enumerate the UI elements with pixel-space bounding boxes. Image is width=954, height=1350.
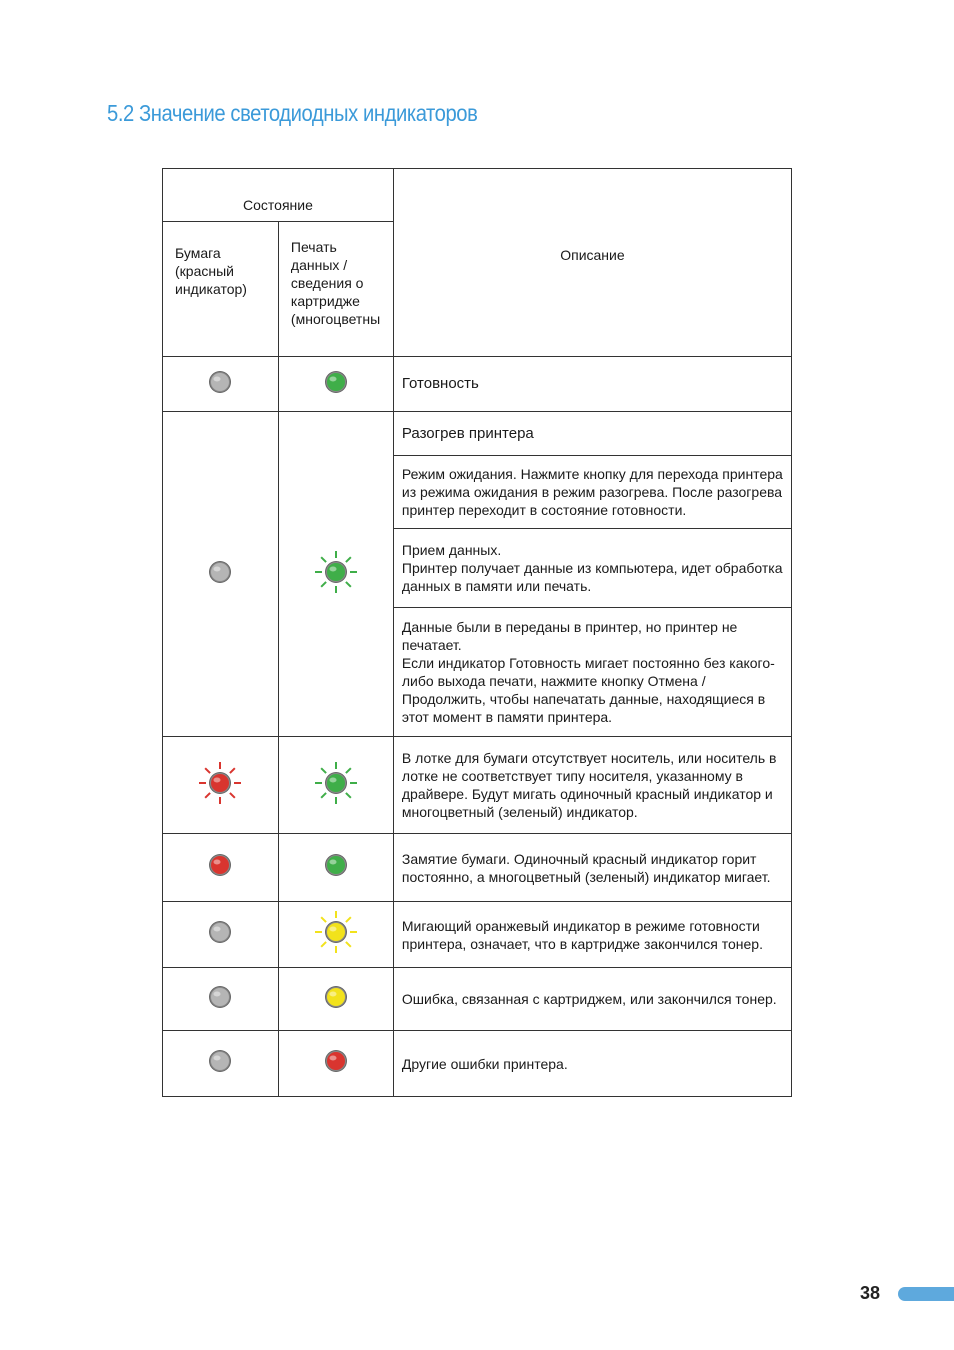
gray-led-icon (205, 1046, 235, 1081)
paper-led-cell (163, 902, 279, 968)
print-led-cell (278, 737, 393, 834)
description-cell: Разогрев принтера (393, 412, 791, 456)
print-led-cell (278, 1031, 393, 1097)
description-cell: Мигающий оранжевый индикатор в режиме готовности принтера, означает, что в картридже закончился тонер. (393, 902, 791, 968)
description-cell: Режим ожидания. Нажмите кнопку для перехода принтера из режима ожидания в режим разогрева. После разогрева принтер переходит в состояние готовности. (393, 456, 791, 529)
description-cell: Ошибка, связанная с картриджем, или закончился тонер. (393, 968, 791, 1031)
paper-led-cell (163, 412, 279, 737)
paper-header: Бумага (красный индикатор) (163, 222, 279, 357)
paper-led-cell (163, 1031, 279, 1097)
red-led-icon (321, 1046, 351, 1081)
yellow-led-icon (321, 982, 351, 1017)
gray-led-icon (205, 367, 235, 402)
gray-led-icon (205, 917, 235, 952)
green-led-icon (321, 367, 351, 402)
description-cell: Готовность (393, 357, 791, 412)
red-blinking-led-icon (196, 759, 244, 812)
page-number: 38 (860, 1283, 881, 1303)
gray-led-icon (205, 982, 235, 1017)
print-led-cell (278, 357, 393, 412)
green-blinking-led-icon (312, 548, 360, 601)
state-header: Состояние (163, 169, 394, 222)
gray-led-icon (205, 557, 235, 592)
description-cell: Данные были в переданы в принтер, но принтер не печатает. Если индикатор Готовность мигает постоянно без какого-либо выхода печати, нажмите кнопку Отмена / Продолжить, чтобы напечатать данные, находящиеся в этот момент в памяти принтера. (393, 608, 791, 737)
print-header: Печать данных / сведения о картридже (многоцветны (278, 222, 393, 357)
description-cell: Замятие бумаги. Одиночный красный индикатор горит постоянно, а многоцветный (зеленый) индикатор мигает. (393, 834, 791, 902)
paper-led-cell (163, 357, 279, 412)
led-status-table (162, 168, 792, 1097)
description-cell: Другие ошибки принтера. (393, 1031, 791, 1097)
red-led-icon (205, 850, 235, 885)
paper-led-cell (163, 834, 279, 902)
paper-led-cell (163, 737, 279, 834)
description-cell: В лотке для бумаги отсутствует носитель, или носитель в лотке не соответствует типу носителя, указанному в драйвере. Будут мигать одиночный красный индикатор и многоцветный (зеленый) индикатор. (393, 737, 791, 834)
description-cell: Прием данных. Принтер получает данные из компьютера, идет обработка данных в памяти или печать. (393, 529, 791, 608)
page-title: 5.2 Значение светодиодных индикаторов (107, 100, 478, 126)
print-led-cell (278, 902, 393, 968)
page-accent-bar (898, 1287, 954, 1301)
description-header: Описание (393, 169, 791, 357)
print-led-cell (278, 968, 393, 1031)
green-blinking-led-icon (312, 759, 360, 812)
green-led-icon (321, 850, 351, 885)
paper-led-cell (163, 968, 279, 1031)
print-led-cell (278, 834, 393, 902)
yellow-blinking-led-icon (312, 908, 360, 961)
print-led-cell (278, 412, 393, 737)
